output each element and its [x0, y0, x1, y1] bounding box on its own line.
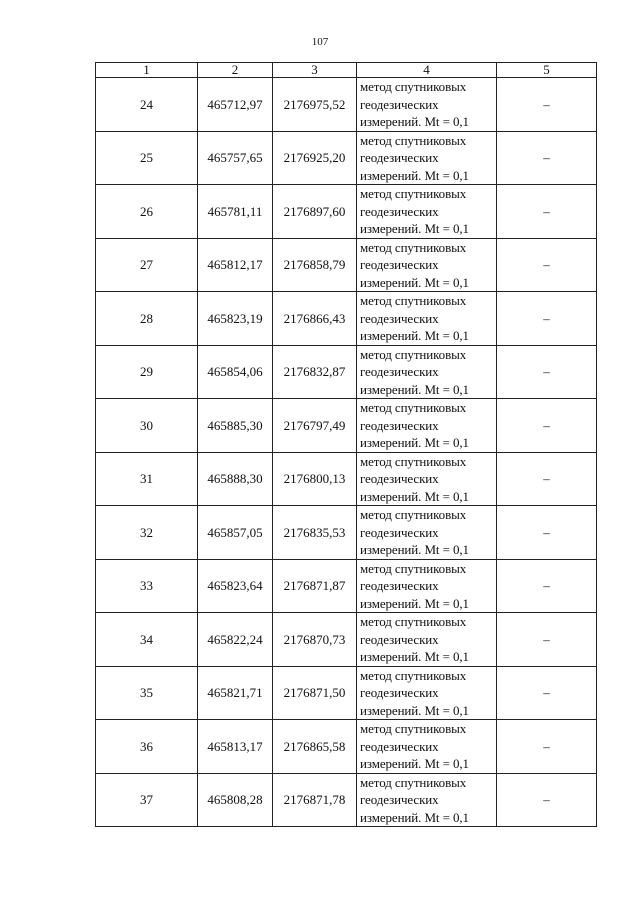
- method-cell: [357, 78, 497, 132]
- method-line: геодезических: [360, 685, 439, 700]
- method-line: геодезических: [360, 792, 439, 807]
- header-col-4: 4: [357, 63, 497, 78]
- method-line: метод спутниковых: [360, 79, 467, 94]
- column-5-cell: –: [497, 452, 597, 506]
- table-row: [96, 185, 597, 239]
- method-line: геодезических: [360, 310, 439, 326]
- x-coordinate-cell: 465757,65: [198, 131, 273, 185]
- column-5-cell: –: [497, 345, 597, 399]
- method-line: измерений. Mt = 0,1: [360, 649, 469, 664]
- y-coordinate-cell: 2176870,73: [273, 613, 357, 667]
- point-number-cell: 32: [96, 506, 198, 560]
- method-cell: [357, 185, 497, 239]
- method-line: измерений. Mt = 0,1: [360, 435, 469, 450]
- table-row: [96, 720, 597, 774]
- x-coordinate-cell: 465857,05: [198, 506, 273, 560]
- method-line: метод спутниковых: [360, 774, 467, 790]
- method-line: метод спутниковых: [360, 400, 467, 415]
- table-row: [96, 559, 597, 613]
- point-number-cell: 25: [96, 131, 198, 185]
- x-coordinate-cell: 465712,97: [198, 78, 273, 132]
- point-number-cell: 29: [96, 345, 198, 399]
- header-col-3: 3: [273, 63, 357, 78]
- method-line: метод спутниковых: [360, 507, 467, 522]
- point-number-cell: 36: [96, 720, 198, 774]
- x-coordinate-cell: 465808,28: [198, 773, 273, 827]
- method-line: измерений. Mt = 0,1: [360, 542, 469, 557]
- method-line: геодезических: [360, 364, 439, 379]
- method-line: измерений. Mt = 0,1: [360, 328, 469, 343]
- method-cell: [357, 506, 497, 560]
- column-5-cell: –: [497, 720, 597, 774]
- x-coordinate-cell: 465823,64: [198, 559, 273, 613]
- table-row: [96, 131, 597, 185]
- column-5-cell: –: [497, 666, 597, 720]
- method-cell: [357, 452, 497, 506]
- x-coordinate-cell: 465823,19: [198, 292, 273, 346]
- header-col-5: 5: [497, 63, 597, 78]
- y-coordinate-cell: 2176832,87: [273, 345, 357, 399]
- table-row: [96, 238, 597, 292]
- point-number-cell: 35: [96, 666, 198, 720]
- column-5-cell: –: [497, 399, 597, 453]
- point-number-cell: 26: [96, 185, 198, 239]
- point-number-cell: 37: [96, 773, 198, 827]
- method-line: геодезических: [360, 203, 439, 219]
- y-coordinate-cell: 2176871,78: [273, 773, 357, 827]
- method-line: метод спутниковых: [360, 293, 467, 308]
- column-5-cell: –: [497, 613, 597, 667]
- method-line: метод спутниковых: [360, 239, 467, 255]
- column-5-cell: –: [497, 78, 597, 132]
- x-coordinate-cell: 465854,06: [198, 345, 273, 399]
- method-line: геодезических: [360, 738, 439, 754]
- method-cell: [357, 238, 497, 292]
- method-cell: [357, 345, 497, 399]
- y-coordinate-cell: 2176871,50: [273, 666, 357, 720]
- method-line: геодезических: [360, 578, 439, 593]
- y-coordinate-cell: 2176835,53: [273, 506, 357, 560]
- table-row: [96, 773, 597, 827]
- x-coordinate-cell: 465781,11: [198, 185, 273, 239]
- method-line: измерений. Mt = 0,1: [360, 221, 469, 236]
- method-line: метод спутниковых: [360, 721, 467, 736]
- method-line: измерений. Mt = 0,1: [360, 381, 469, 397]
- column-5-cell: –: [497, 185, 597, 239]
- method-cell: [357, 720, 497, 774]
- y-coordinate-cell: 2176865,58: [273, 720, 357, 774]
- point-number-cell: 34: [96, 613, 198, 667]
- x-coordinate-cell: 465888,30: [198, 452, 273, 506]
- method-line: измерений. Mt = 0,1: [360, 114, 469, 129]
- point-number-cell: 31: [96, 452, 198, 506]
- y-coordinate-cell: 2176800,13: [273, 452, 357, 506]
- column-5-cell: –: [497, 559, 597, 613]
- header-col-1: 1: [96, 63, 198, 78]
- table-row: [96, 613, 597, 667]
- table-header: [96, 63, 597, 78]
- x-coordinate-cell: 465885,30: [198, 399, 273, 453]
- header-row: [96, 63, 597, 78]
- y-coordinate-cell: 2176897,60: [273, 185, 357, 239]
- y-coordinate-cell: 2176858,79: [273, 238, 357, 292]
- method-line: измерений. Mt = 0,1: [360, 756, 469, 771]
- coordinates-table: [95, 62, 597, 827]
- point-number-cell: 27: [96, 238, 198, 292]
- table-row: [96, 666, 597, 720]
- method-line: геодезических: [360, 257, 439, 272]
- point-number-cell: 24: [96, 78, 198, 132]
- x-coordinate-cell: 465812,17: [198, 238, 273, 292]
- method-line: метод спутниковых: [360, 346, 467, 362]
- method-line: измерений. Mt = 0,1: [360, 167, 469, 183]
- method-line: метод спутниковых: [360, 614, 467, 629]
- y-coordinate-cell: 2176871,87: [273, 559, 357, 613]
- point-number-cell: 33: [96, 559, 198, 613]
- y-coordinate-cell: 2176866,43: [273, 292, 357, 346]
- method-line: метод спутниковых: [360, 186, 467, 201]
- y-coordinate-cell: 2176797,49: [273, 399, 357, 453]
- y-coordinate-cell: 2176975,52: [273, 78, 357, 132]
- method-cell: [357, 131, 497, 185]
- table-row: [96, 292, 597, 346]
- method-line: геодезических: [360, 150, 439, 165]
- method-line: измерений. Mt = 0,1: [360, 274, 469, 290]
- method-line: измерений. Mt = 0,1: [360, 809, 469, 825]
- method-cell: [357, 613, 497, 667]
- column-5-cell: –: [497, 131, 597, 185]
- page-number: 107: [311, 36, 329, 48]
- y-coordinate-cell: 2176925,20: [273, 131, 357, 185]
- method-line: геодезических: [360, 417, 439, 433]
- x-coordinate-cell: 465821,71: [198, 666, 273, 720]
- method-line: метод спутниковых: [360, 560, 467, 576]
- column-5-cell: –: [497, 773, 597, 827]
- method-line: измерений. Mt = 0,1: [360, 702, 469, 718]
- table-row: [96, 78, 597, 132]
- header-col-2: 2: [198, 63, 273, 78]
- table-row: [96, 452, 597, 506]
- column-5-cell: –: [497, 292, 597, 346]
- table-row: [96, 506, 597, 560]
- method-line: геодезических: [360, 524, 439, 540]
- method-line: метод спутниковых: [360, 132, 467, 148]
- method-line: измерений. Mt = 0,1: [360, 595, 469, 611]
- method-cell: [357, 399, 497, 453]
- column-5-cell: –: [497, 506, 597, 560]
- method-cell: [357, 666, 497, 720]
- point-number-cell: 30: [96, 399, 198, 453]
- x-coordinate-cell: 465813,17: [198, 720, 273, 774]
- method-cell: [357, 559, 497, 613]
- method-line: геодезических: [360, 631, 439, 647]
- point-number-cell: 28: [96, 292, 198, 346]
- column-5-cell: –: [497, 238, 597, 292]
- method-line: метод спутниковых: [360, 667, 467, 683]
- method-line: метод спутниковых: [360, 453, 467, 469]
- method-cell: [357, 773, 497, 827]
- table-body: [96, 78, 597, 827]
- method-line: измерений. Mt = 0,1: [360, 488, 469, 504]
- x-coordinate-cell: 465822,24: [198, 613, 273, 667]
- method-cell: [357, 292, 497, 346]
- method-line: геодезических: [360, 471, 439, 486]
- table-row: [96, 399, 597, 453]
- method-line: геодезических: [360, 96, 439, 112]
- table-row: [96, 345, 597, 399]
